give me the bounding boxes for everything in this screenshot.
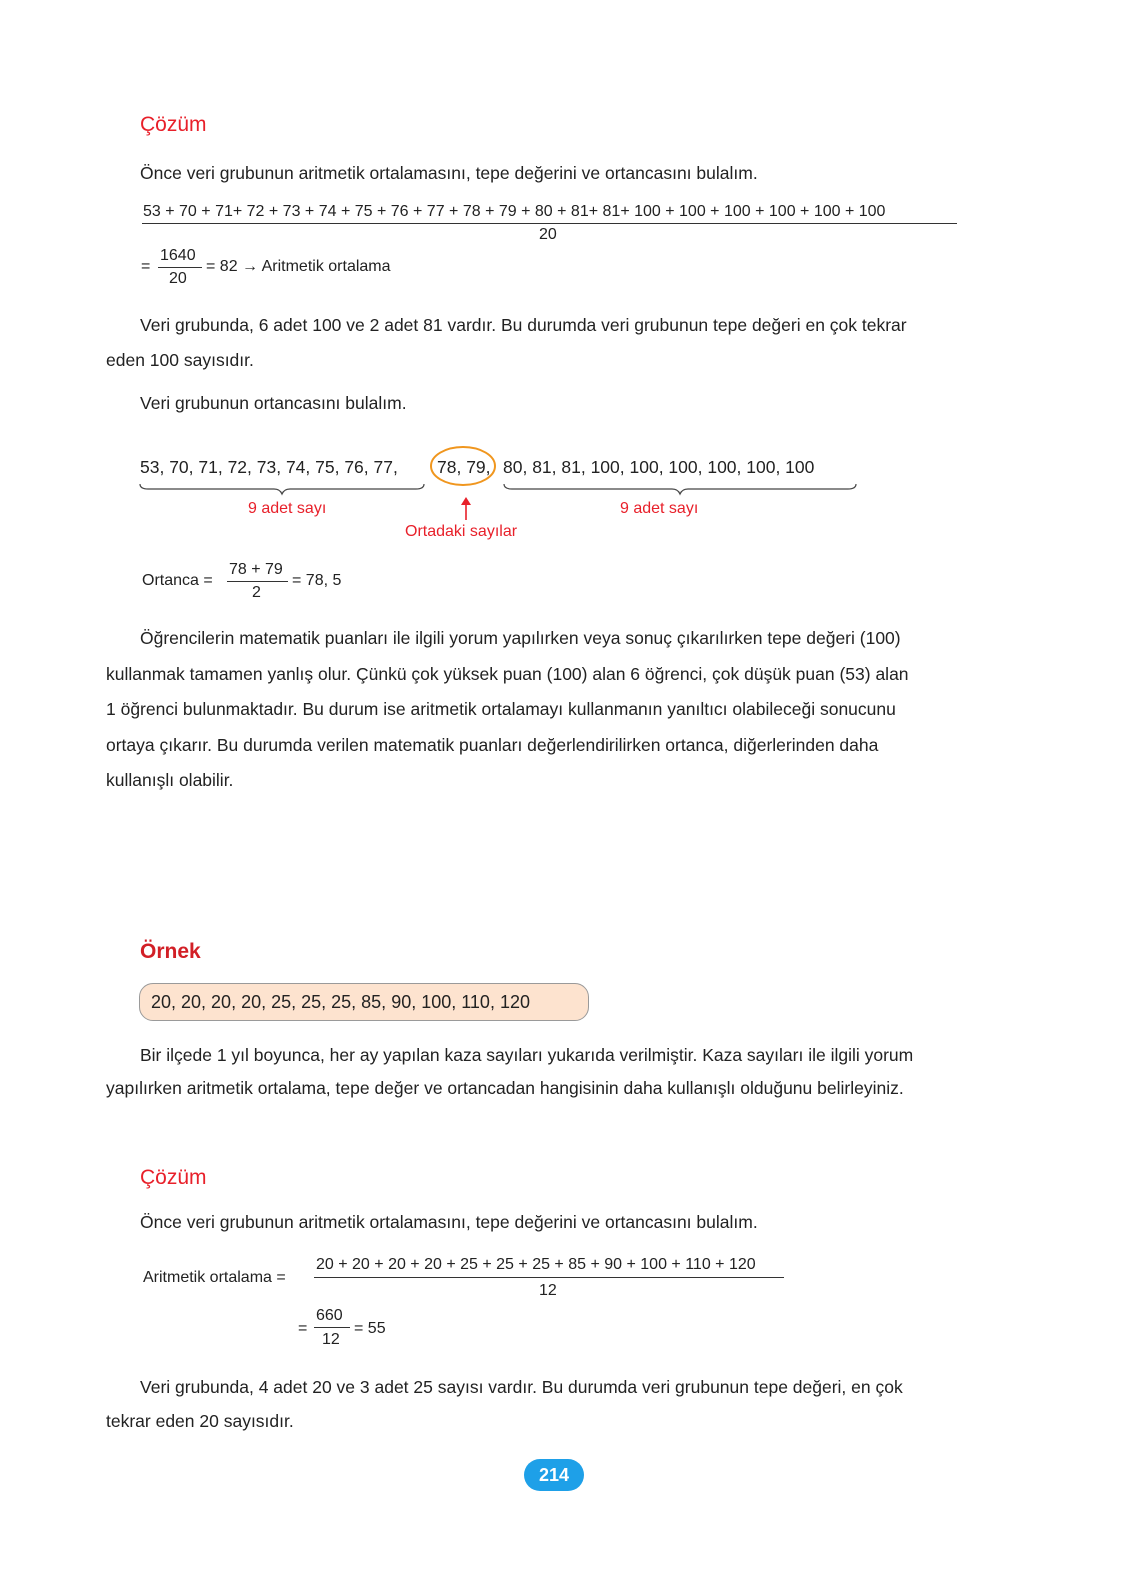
mean-label: Aritmetik ortalama = (143, 1269, 286, 1286)
median-intro: Veri grubunun ortancasını bulalım. (140, 393, 407, 413)
result-equals: = (141, 258, 151, 275)
solution-intro: Önce veri grubunun aritmetik ortalamasını, tepe değerini ve ortancasını bulalım. (140, 163, 758, 183)
middle-values-label: Ortadaki sayılar (405, 523, 518, 540)
conclusion-line3: 1 öğrenci bulunmaktadır. Bu durum ise aritmetik ortalamayı kullanmanın yanıltıcı olabileceği sonucunu (106, 699, 896, 719)
up-arrow-icon (459, 497, 473, 521)
solution2-intro: Önce veri grubunun aritmetik ortalamasını, tepe değerini ve ortancasını bulalım. (140, 1212, 758, 1232)
sum-denominator: 20 (539, 226, 557, 243)
solution2-heading: Çözüm (140, 1166, 207, 1189)
example-question-line1: Bir ilçede 1 yıl boyunca, her ay yapılan kaza sayıları yukarıda verilmiştir. Kaza sayıları ile ilgili yorum (140, 1045, 914, 1065)
right-count-label: 9 adet sayı (620, 500, 699, 517)
solution2-mode-line2: tekrar eden 20 sayısıdır. (106, 1411, 294, 1431)
median-numerator: 78 + 79 (229, 561, 283, 578)
mean-result-equals: = (298, 1320, 308, 1337)
solution2-mode-line1: Veri grubunda, 4 adet 20 ve 3 adet 25 sayısı vardır. Bu durumda veri grubunun tepe değeri, en çok (140, 1377, 903, 1397)
conclusion-line4: ortaya çıkarır. Bu durumda verilen matematik puanları değerlendirilirken ortanca, diğerlerinden daha (106, 734, 879, 755)
mean-fraction-line (314, 1277, 784, 1278)
page-number-badge: 214 (524, 1459, 584, 1491)
mode-paragraph-line1: Veri grubunda, 6 adet 100 ve 2 adet 81 vardır. Bu durumda veri grubunun tepe değeri en çok tekrar (140, 315, 907, 335)
left-count-label: 9 adet sayı (248, 500, 327, 517)
right-brace (502, 482, 858, 496)
conclusion-line5: kullanışlı olabilir. (106, 770, 234, 790)
left-brace (138, 482, 426, 496)
sum-numerator: 53 + 70 + 71+ 72 + 73 + 74 + 75 + 76 + 77 + 78 + 79 + 80 + 81+ 81+ 100 + 100 + 100 + 100 + 100 + 100 (143, 203, 886, 220)
sum-fraction-line (142, 223, 957, 224)
median-label: Ortanca = (142, 572, 213, 589)
solution-heading: Çözüm (140, 113, 207, 136)
example-heading: Örnek (140, 940, 201, 963)
result-tail: = 82 → Aritmetik ortalama (206, 258, 391, 275)
mean-result-fraction-line (314, 1327, 350, 1328)
sorted-data-middle: 78, 79, (437, 457, 491, 477)
mean-result-tail: = 55 (354, 1320, 386, 1337)
mean-result-denominator: 12 (322, 1331, 340, 1348)
mode-paragraph-line2: eden 100 sayısıdır. (106, 350, 254, 370)
result-denominator: 20 (169, 270, 187, 287)
mean-result-numerator: 660 (316, 1307, 343, 1324)
sorted-data-right: 80, 81, 81, 100, 100, 100, 100, 100, 100 (503, 457, 815, 477)
mean-denominator: 12 (539, 1282, 557, 1299)
sorted-data-left: 53, 70, 71, 72, 73, 74, 75, 76, 77, (140, 457, 398, 477)
result-fraction-line (158, 267, 202, 268)
middle-values-circle (428, 444, 498, 488)
example-question-line2: yapılırken aritmetik ortalama, tepe değer ve ortancadan hangisinin daha kullanışlı olduğunu belirleyiniz. (106, 1078, 904, 1098)
median-fraction-line (227, 581, 288, 582)
mean-numerator: 20 + 20 + 20 + 20 + 25 + 25 + 25 + 85 + 90 + 100 + 110 + 120 (316, 1256, 756, 1273)
conclusion-paragraph (106, 621, 1002, 799)
conclusion-line1: Öğrencilerin matematik puanları ile ilgili yorum yapılırken veya sonuç çıkarılırken tepe değeri (100) (140, 628, 901, 648)
example-data: 20, 20, 20, 20, 25, 25, 25, 85, 90, 100, 110, 120 (151, 992, 530, 1012)
result-numerator: 1640 (160, 247, 196, 264)
conclusion-line2: kullanmak tamamen yanlış olur. Çünkü çok yüksek puan (100) alan 6 öğrenci, çok düşük puan (53) alan (106, 663, 909, 684)
median-denominator: 2 (252, 584, 261, 601)
median-result: = 78, 5 (292, 572, 342, 589)
